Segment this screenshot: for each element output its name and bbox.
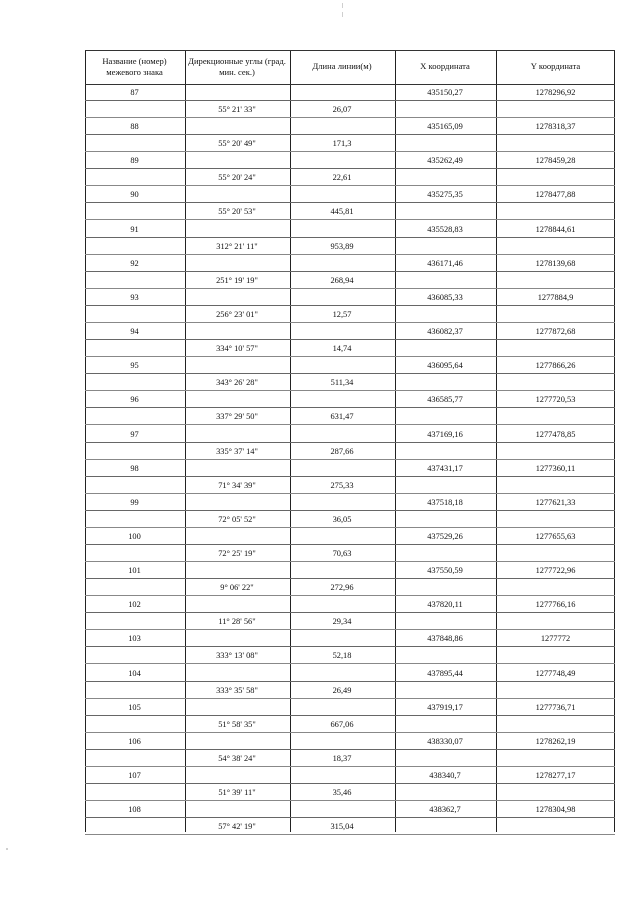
point-x-coordinate: 435262,49 <box>427 156 463 166</box>
row-rule <box>85 681 615 682</box>
segment-rule <box>85 834 615 835</box>
scan-mark <box>342 12 343 17</box>
segment-line-length: 171,3 <box>332 139 352 149</box>
row-rule <box>85 715 615 716</box>
point-y-coordinate: 1278318,37 <box>535 122 576 132</box>
row-rule <box>85 271 615 272</box>
point-x-coordinate: 437820,11 <box>427 600 463 610</box>
point-y-coordinate: 1277621,33 <box>535 497 576 507</box>
segment-line-length: 287,66 <box>330 446 354 456</box>
header-direction-angle: Дирекционные углы (град. мин. сек.) <box>188 55 286 77</box>
point-name: 95 <box>130 361 139 371</box>
segment-rule <box>85 663 615 664</box>
segment-line-length: 70,63 <box>332 548 352 558</box>
segment-rule <box>85 288 615 289</box>
segment-direction-angle: 335° 37' 14" <box>216 446 258 456</box>
point-x-coordinate: 436095,64 <box>427 361 463 371</box>
row-rule <box>85 749 615 750</box>
point-y-coordinate: 1277872,68 <box>535 327 576 337</box>
point-y-coordinate: 1277866,26 <box>535 361 576 371</box>
point-name: 94 <box>130 327 139 337</box>
segment-line-length: 18,37 <box>332 753 352 763</box>
point-x-coordinate: 436082,37 <box>427 327 463 337</box>
point-name: 108 <box>128 805 141 815</box>
segment-rule <box>85 254 615 255</box>
point-x-coordinate: 436171,46 <box>427 258 463 268</box>
segment-line-length: 36,05 <box>332 514 352 524</box>
segment-direction-angle: 312° 21' 11" <box>216 241 258 251</box>
point-y-coordinate: 1278139,68 <box>535 258 576 268</box>
point-y-coordinate: 1278304,98 <box>535 805 576 815</box>
point-y-coordinate: 1278262,19 <box>535 736 576 746</box>
segment-rule <box>85 595 615 596</box>
row-rule <box>85 442 615 443</box>
point-x-coordinate: 435528,83 <box>427 224 463 234</box>
coordinates-table <box>85 50 615 832</box>
segment-rule <box>85 732 615 733</box>
row-rule <box>85 646 615 647</box>
point-y-coordinate: 1277748,49 <box>535 668 576 678</box>
header-line-length: Длина линии(м) <box>312 61 372 71</box>
segment-direction-angle: 9° 06' 22" <box>220 583 254 593</box>
row-rule <box>85 510 615 511</box>
segment-rule <box>85 185 615 186</box>
point-x-coordinate: 435150,27 <box>427 88 463 97</box>
segment-line-length: 953,89 <box>330 241 354 251</box>
point-x-coordinate: 437169,16 <box>427 429 463 439</box>
point-name: 96 <box>130 395 139 405</box>
point-name: 92 <box>130 258 139 268</box>
segment-direction-angle: 51° 39' 11" <box>218 788 256 797</box>
segment-line-length: 22,61 <box>332 173 352 183</box>
point-y-coordinate: 1278477,88 <box>535 190 576 200</box>
point-y-coordinate: 1277722,96 <box>535 566 576 576</box>
segment-rule <box>85 356 615 357</box>
point-y-coordinate: 1278459,28 <box>535 156 576 166</box>
point-x-coordinate: 436585,77 <box>427 395 463 405</box>
segment-direction-angle: 337° 29' 50" <box>216 412 258 422</box>
segment-rule <box>85 117 615 118</box>
segment-direction-angle: 11° 28' 56" <box>218 617 256 627</box>
point-x-coordinate: 436085,33 <box>427 292 463 302</box>
point-x-coordinate: 437895,44 <box>427 668 463 678</box>
point-name: 98 <box>130 463 139 473</box>
header-y-coordinate: Y координата <box>530 61 581 71</box>
row-rule <box>85 168 615 169</box>
segment-line-length: 272,96 <box>330 583 354 593</box>
segment-rule <box>85 629 615 630</box>
point-name: 87 <box>130 88 139 97</box>
segment-rule <box>85 390 615 391</box>
scan-mark <box>6 848 8 850</box>
point-y-coordinate: 1277772 <box>540 634 571 644</box>
row-rule <box>85 134 615 135</box>
point-y-coordinate: 1277884,9 <box>537 292 574 302</box>
segment-line-length: 268,94 <box>330 275 354 285</box>
segment-line-length: 29,34 <box>332 617 352 627</box>
segment-direction-angle: 72° 05' 52" <box>218 514 256 524</box>
point-name: 90 <box>130 190 139 200</box>
header-point-name: Название (номер) межевого знака <box>102 55 167 77</box>
point-y-coordinate: 1277478,85 <box>535 429 576 439</box>
segment-line-length: 26,49 <box>332 685 352 695</box>
row-rule <box>85 612 615 613</box>
point-y-coordinate: 1277766,16 <box>535 600 576 610</box>
segment-direction-angle: 51° 58' 35" <box>218 719 256 729</box>
row-rule <box>85 476 615 477</box>
point-x-coordinate: 438340,7 <box>429 771 461 780</box>
point-name: 88 <box>130 122 139 132</box>
segment-direction-angle: 333° 13' 08" <box>216 651 258 661</box>
segment-direction-angle: 55° 20' 24" <box>218 173 256 183</box>
segment-rule <box>85 800 615 801</box>
row-rule <box>85 817 615 818</box>
row-rule <box>85 339 615 340</box>
segment-rule <box>85 219 615 220</box>
segment-direction-angle: 54° 38' 24" <box>218 753 256 763</box>
segment-line-length: 52,18 <box>332 651 352 661</box>
point-name: 89 <box>130 156 139 166</box>
scan-mark <box>342 3 343 8</box>
segment-rule <box>85 766 615 767</box>
segment-direction-angle: 71° 34' 39" <box>218 480 256 490</box>
point-x-coordinate: 437518,18 <box>427 497 463 507</box>
row-rule <box>85 373 615 374</box>
table-border-top <box>85 50 615 51</box>
segment-rule <box>85 493 615 494</box>
row-rule <box>85 237 615 238</box>
point-y-coordinate: 1278296,92 <box>535 88 576 97</box>
point-y-coordinate: 1277736,71 <box>535 702 576 712</box>
segment-direction-angle: 72° 25' 19" <box>218 548 256 558</box>
point-name: 103 <box>128 634 141 644</box>
segment-line-length: 26,07 <box>332 105 352 114</box>
point-y-coordinate: 1278844,61 <box>535 224 576 234</box>
point-name: 101 <box>128 566 141 576</box>
point-y-coordinate: 1277720,53 <box>535 395 576 405</box>
point-x-coordinate: 437919,17 <box>427 702 463 712</box>
segment-line-length: 35,46 <box>332 788 352 797</box>
point-name: 104 <box>128 668 141 678</box>
point-x-coordinate: 435165,09 <box>427 122 463 132</box>
point-name: 97 <box>130 429 139 439</box>
segment-rule <box>85 561 615 562</box>
point-name: 93 <box>130 292 139 302</box>
point-name: 99 <box>130 497 139 507</box>
point-name: 105 <box>128 702 141 712</box>
row-rule <box>85 407 615 408</box>
segment-direction-angle: 55° 21' 33" <box>218 105 256 114</box>
point-y-coordinate: 1277360,11 <box>535 463 576 473</box>
segment-line-length: 275,33 <box>330 480 354 490</box>
point-x-coordinate: 437529,26 <box>427 531 463 541</box>
segment-rule <box>85 322 615 323</box>
row-rule <box>85 305 615 306</box>
segment-direction-angle: 251° 19' 19" <box>216 275 258 285</box>
segment-rule <box>85 527 615 528</box>
point-name: 107 <box>128 771 141 780</box>
point-x-coordinate: 435275,35 <box>427 190 463 200</box>
point-x-coordinate: 437848,86 <box>427 634 463 644</box>
point-y-coordinate: 1277655,63 <box>535 531 576 541</box>
segment-rule <box>85 698 615 699</box>
segment-line-length: 315,04 <box>330 822 354 832</box>
segment-rule <box>85 424 615 425</box>
segment-line-length: 12,57 <box>332 309 352 319</box>
segment-rule <box>85 151 615 152</box>
point-x-coordinate: 437431,17 <box>427 463 463 473</box>
segment-direction-angle: 333° 35' 58" <box>216 685 258 695</box>
point-name: 91 <box>130 224 139 234</box>
header-x-coordinate: X координата <box>420 61 470 71</box>
point-x-coordinate: 438362,7 <box>429 805 461 815</box>
segment-direction-angle: 256° 23' 01" <box>216 309 258 319</box>
segment-direction-angle: 334° 10' 57" <box>216 344 258 354</box>
row-rule <box>85 544 615 545</box>
point-y-coordinate: 1278277,17 <box>535 771 576 780</box>
segment-direction-angle: 55° 20' 53" <box>218 207 256 217</box>
row-rule <box>85 783 615 784</box>
row-rule <box>85 578 615 579</box>
point-x-coordinate: 437550,59 <box>427 566 463 576</box>
segment-line-length: 631,47 <box>330 412 354 422</box>
point-name: 100 <box>128 531 141 541</box>
row-rule <box>85 202 615 203</box>
point-x-coordinate: 438330,07 <box>427 736 463 746</box>
segment-direction-angle: 57° 42' 19" <box>218 822 256 832</box>
row-rule <box>85 100 615 101</box>
segment-rule <box>85 459 615 460</box>
segment-line-length: 667,06 <box>330 719 354 729</box>
point-name: 102 <box>128 600 141 610</box>
segment-line-length: 14,74 <box>332 344 352 354</box>
point-name: 106 <box>128 736 141 746</box>
segment-line-length: 445,81 <box>330 207 354 217</box>
segment-direction-angle: 343° 26' 28" <box>216 378 258 388</box>
segment-direction-angle: 55° 20' 49" <box>218 139 256 149</box>
header-rule <box>85 84 615 85</box>
segment-line-length: 511,34 <box>330 378 354 388</box>
